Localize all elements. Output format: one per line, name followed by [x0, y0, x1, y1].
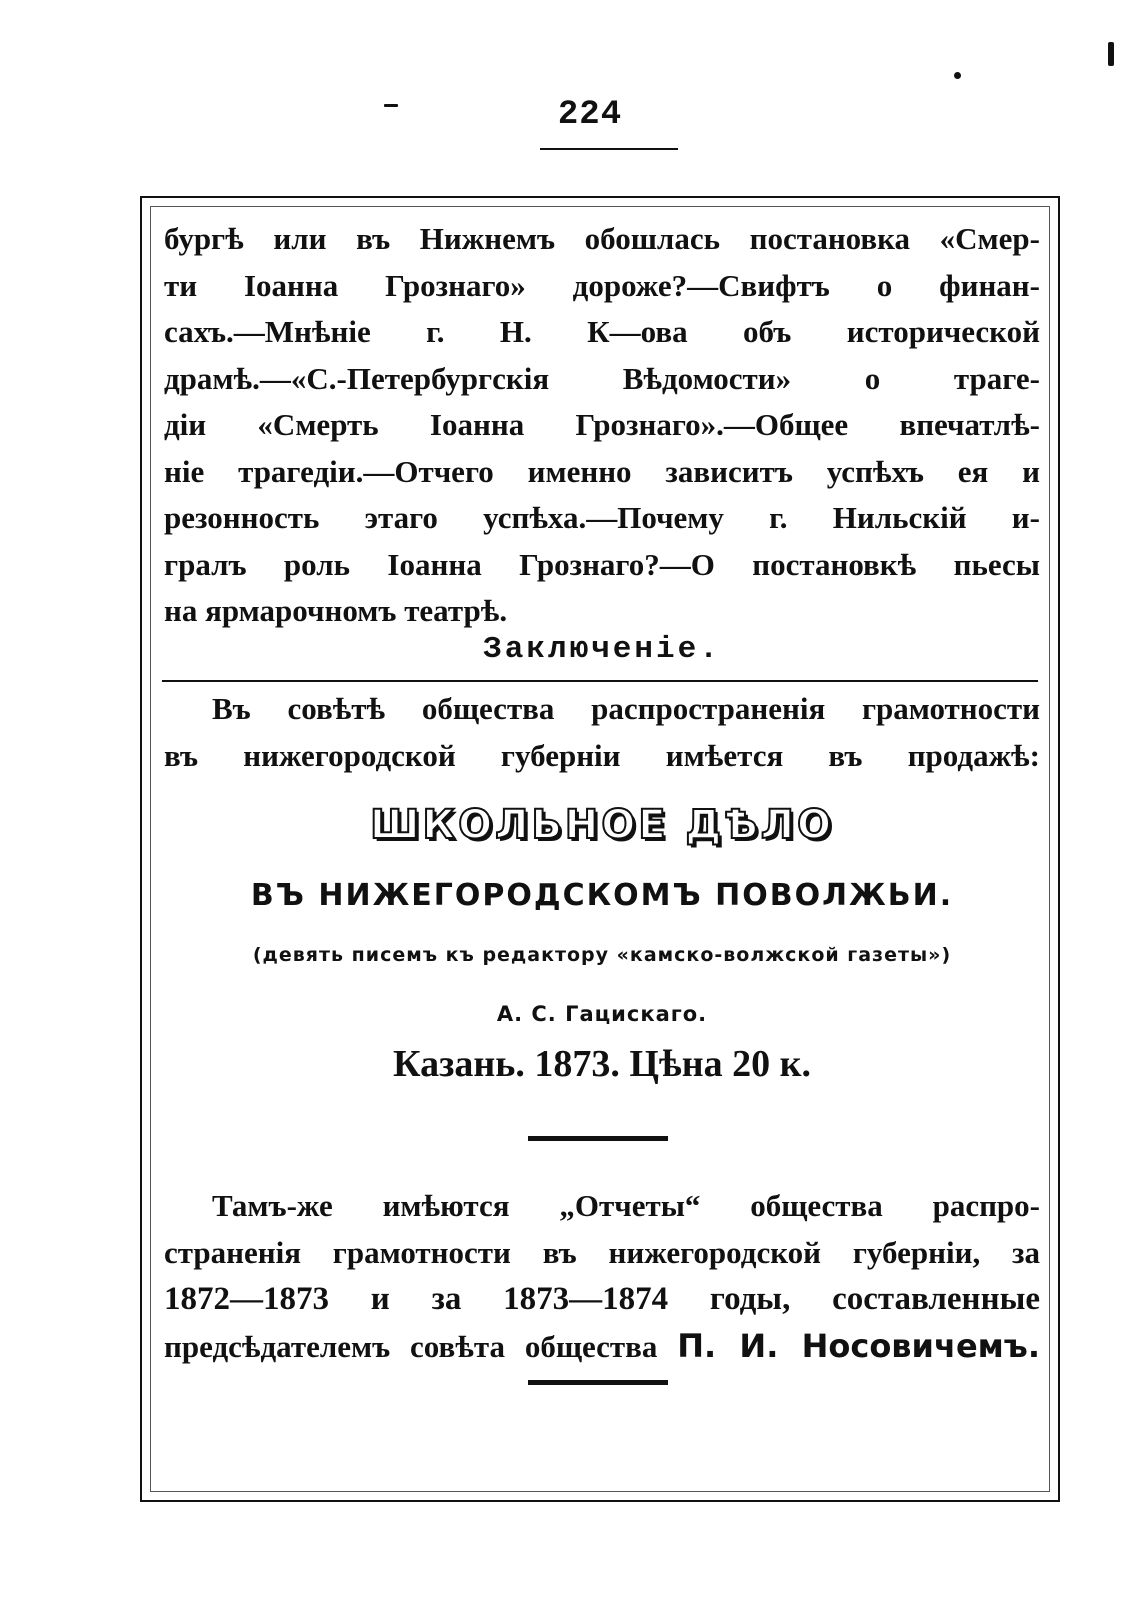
ink-speck [1108, 42, 1114, 66]
ink-speck [954, 72, 961, 79]
page-frame [140, 196, 1060, 1502]
summary-line: ніе трагедіи.—Отчего именно зависитъ успѣхъ ея и [164, 453, 1040, 489]
summary-line: ти Іоанна Грознаго» дороже?—Свифтъ о финан- [164, 267, 1040, 303]
reports-notice [164, 1183, 1040, 1370]
reports-last-prefix: предсѣдателемъ совѣта общества [164, 1328, 658, 1364]
summary-line: резонность этаго успѣха.—Почему г. Нильскій и- [164, 500, 1040, 535]
book-subtitle: ВЪ НИЖЕГОРОДСКОМЪ ПОВОЛЖЬИ. [250, 878, 954, 913]
book-imprint: Казань. 1873. Цѣна 20 к. [393, 1043, 811, 1085]
ink-speck [384, 104, 398, 107]
book-note: (девять писемъ къ редактору «камско-волжской газеты») [252, 944, 952, 966]
summary-line: драмѣ.—«С.-Петербургскія Вѣдомости» о траге- [164, 360, 1040, 396]
reports-line [164, 1323, 1040, 1371]
summary-line: на ярмарочномъ театрѣ. [164, 593, 508, 628]
summary-line: бургѣ или въ Нижнемъ обошлась постановка «Смер- [164, 221, 1040, 256]
short-divider [528, 1136, 668, 1141]
short-divider [528, 1380, 668, 1385]
reports-line: Тамъ-же имѣются „Отчеты“ общества распро- [212, 1188, 1040, 1223]
reports-line: страненія грамотности въ нижегородской губерніи, за [164, 1234, 1040, 1270]
book-title: ШКОЛЬНОЕ ДѢЛО [369, 802, 835, 848]
page-number-rule [540, 148, 678, 150]
chairman-name: П. И. Носовичемъ. [677, 1326, 1040, 1365]
advert-intro [164, 686, 1040, 779]
page-number: 224 [557, 96, 623, 134]
advert-intro-line: Въ совѣтѣ общества распространенія грамотности [212, 691, 1040, 726]
chapter-summary [164, 216, 1040, 635]
summary-line: діи «Смерть Іоанна Грознаго».—Общее впечатлѣ- [164, 407, 1040, 442]
conclusion-heading: Заключеніе. [483, 632, 721, 667]
summary-line: сахъ.—Мнѣніе г. Н. К—ова объ исторической [164, 314, 1040, 349]
summary-line: гралъ роль Іоанна Грознаго?—О постановкѣ пьесы [164, 546, 1040, 582]
section-divider [162, 680, 1038, 682]
advert-intro-line: въ нижегородской губерніи имѣется въ продажѣ: [164, 737, 1040, 773]
reports-line: 1872—1873 и за 1873—1874 годы, составленные [164, 1281, 1040, 1317]
book-author: А. С. Гацискаго. [496, 1002, 708, 1026]
